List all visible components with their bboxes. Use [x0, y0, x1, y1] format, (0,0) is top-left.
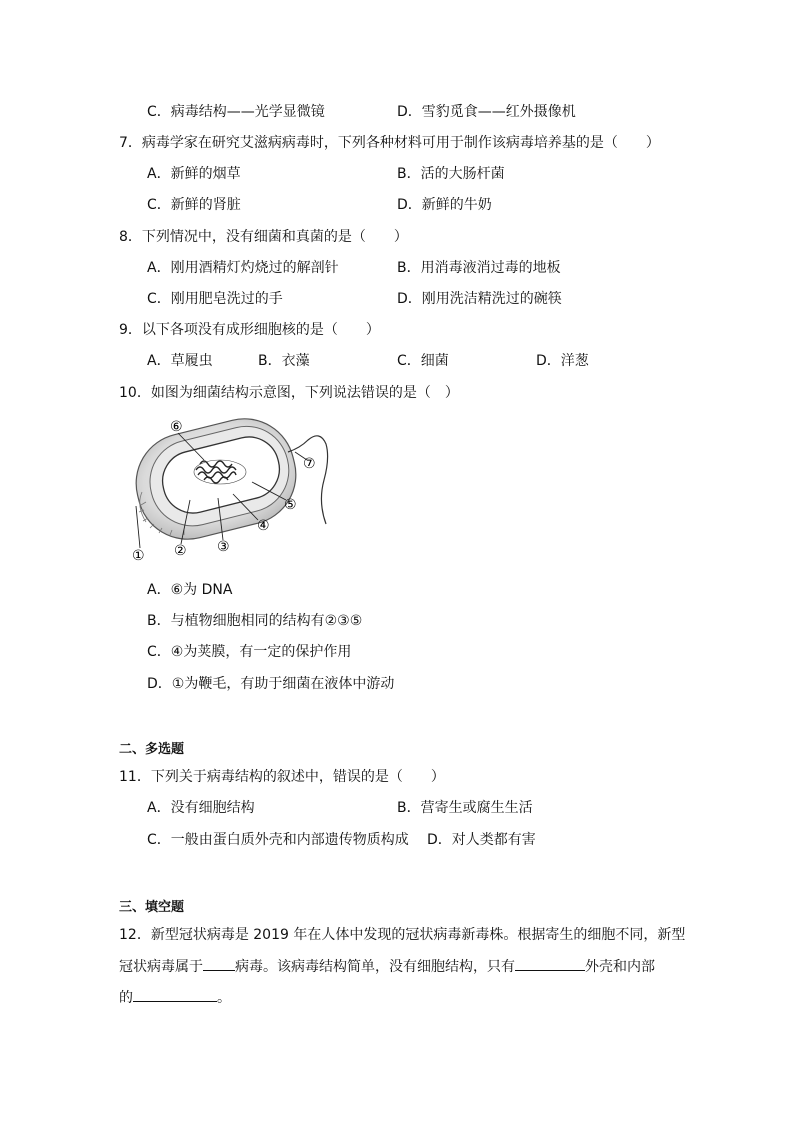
q12-text-d: 的 [119, 990, 133, 1006]
label-2: ② [174, 543, 187, 559]
q6-option-d: D．雪豹觅食——红外摄像机 [397, 104, 576, 120]
q10-option-b: B．与植物细胞相同的结构有②③⑤ [147, 613, 363, 629]
section-multiple-choice-title: 二、多选题 [119, 742, 185, 757]
q10-option-a: A．⑥为 DNA [147, 582, 233, 598]
label-4: ④ [257, 518, 270, 534]
q11-option-d: D．对人类都有害 [427, 832, 536, 848]
label-5: ⑤ [284, 497, 297, 513]
q12-line3 [119, 987, 231, 1008]
q8-stem: 8．下列情况中，没有细菌和真菌的是（ ） [119, 229, 408, 245]
q6-option-c: C．病毒结构——光学显微镜 [147, 104, 325, 120]
q7-stem: 7．病毒学家在研究艾滋病病毒时，下列各种材料可用于制作该病毒培养基的是（ ） [119, 135, 660, 151]
section-fill-blank-title: 三、填空题 [119, 900, 185, 915]
label-6: ⑥ [170, 419, 183, 435]
q9-option-a: A．草履虫 [147, 353, 213, 369]
q11-option-a: A．没有细胞结构 [147, 800, 255, 816]
q11-stem: 11．下列关于病毒结构的叙述中，错误的是（ ） [119, 769, 445, 785]
q12-text-e: 。 [217, 990, 231, 1006]
q12-text-b: 病毒。该病毒结构简单，没有细胞结构，只有 [235, 959, 515, 975]
q8-option-b: B．用消毒液消过毒的地板 [397, 260, 561, 276]
q11-option-b: B．营寄生或腐生生活 [397, 800, 533, 816]
q9-stem: 9．以下各项没有成形细胞核的是（ ） [119, 322, 380, 338]
label-3: ③ [217, 539, 230, 555]
q8-option-c: C．刚用肥皂洗过的手 [147, 291, 283, 307]
label-7: ⑦ [303, 456, 316, 472]
q12-text-c: 外壳和内部 [585, 959, 655, 975]
q9-option-d: D．洋葱 [536, 353, 589, 369]
q12-blank-3[interactable] [133, 987, 217, 1002]
q10-option-d: D．①为鞭毛，有助于细菌在液体中游动 [147, 676, 395, 692]
q12-text-a: 冠状病毒属于 [119, 959, 203, 975]
q7-option-a: A．新鲜的烟草 [147, 166, 241, 182]
q12-blank-2[interactable] [515, 956, 585, 971]
q9-option-c: C．细菌 [397, 353, 449, 369]
q7-option-b: B．活的大肠杆菌 [397, 166, 505, 182]
q11-option-c: C．一般由蛋白质外壳和内部遗传物质构成 [147, 832, 409, 848]
q7-option-c: C．新鲜的肾脏 [147, 197, 241, 213]
q8-option-d: D．刚用洗洁精洗过的碗筷 [397, 291, 562, 307]
q12-blank-1[interactable] [203, 956, 235, 971]
label-1: ① [132, 548, 145, 564]
q7-option-d: D．新鲜的牛奶 [397, 197, 492, 213]
bacteria-diagram [128, 412, 338, 567]
q8-option-a: A．刚用酒精灯灼烧过的解剖针 [147, 260, 339, 276]
q12-line1: 12．新型冠状病毒是 2019 年在人体中发现的冠状病毒新毒株。根据寄生的细胞不同，新型 [119, 927, 686, 943]
q10-stem: 10．如图为细菌结构示意图，下列说法错误的是（ ） [119, 385, 459, 401]
q9-option-b: B．衣藻 [258, 353, 310, 369]
q12-line2 [119, 956, 655, 977]
q10-option-c: C．④为荚膜，有一定的保护作用 [147, 644, 352, 660]
